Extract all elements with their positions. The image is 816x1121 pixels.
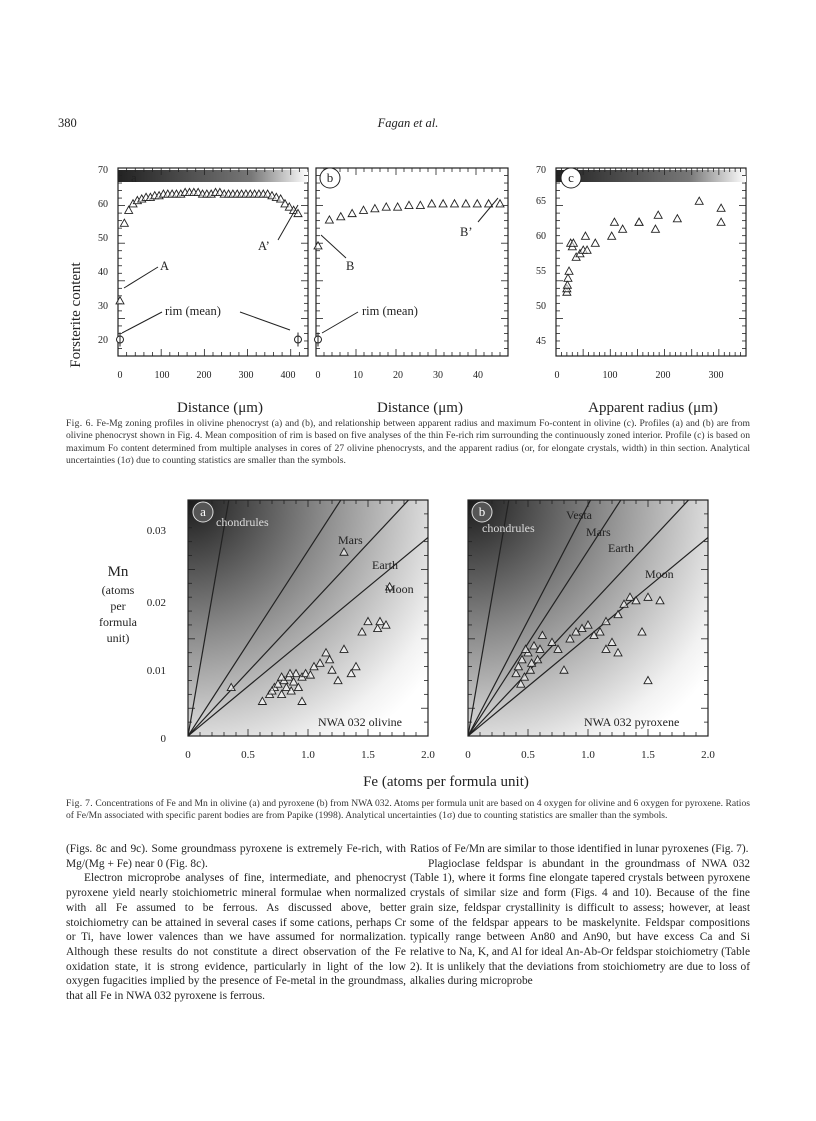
svg-text:0.5: 0.5 bbox=[521, 749, 535, 761]
fig6a-label-A: A bbox=[160, 259, 170, 273]
fig6c-point bbox=[717, 218, 725, 225]
svg-text:2.0: 2.0 bbox=[421, 749, 435, 761]
svg-text:55: 55 bbox=[536, 266, 546, 277]
fig6c-point bbox=[564, 274, 572, 281]
fig6b-label-B: B bbox=[346, 259, 355, 273]
fig7b-chondrules: chondrules bbox=[482, 521, 535, 535]
svg-text:300: 300 bbox=[708, 370, 724, 381]
fig7a-background bbox=[188, 500, 428, 736]
fig6b-point bbox=[360, 206, 368, 213]
fig6b-rim: rim (mean) bbox=[362, 304, 418, 318]
fig6b-points bbox=[314, 200, 504, 347]
fig6b-point bbox=[394, 203, 402, 210]
left-paragraph-2: Electron microprobe analyses of fine, intermediate, and phenocryst pyroxene yield nearly stoichiometric mineral formulae when normalized with all Fe assumed to be ferrous. As discussed above, better stoichiometry can be attained in several cases if some cations, perhaps Cr or Ti, have lower valences than we have assumed for normalization. Although these results do not constitute a direct observation of the Fe oxidation state, it is strong evidence, particularly in light of the low oxygen fugacities implied by the presence of Fe-metal in the groundmass, that all Fe in NWA 032 pyroxene is ferrous. bbox=[66, 872, 406, 1003]
fig6b-point bbox=[325, 216, 333, 223]
fig6c-point bbox=[654, 211, 662, 218]
svg-text:0: 0 bbox=[465, 749, 471, 761]
svg-text:10: 10 bbox=[353, 370, 363, 381]
left-paragraph-1: (Figs. 8c and 9c). Some groundmass pyroxene is extremely Fe-rich, with Mg/(Mg + Fe) near 0 (Fig. 8c). bbox=[66, 843, 406, 870]
fig6c-point bbox=[619, 225, 627, 232]
fig6b-point bbox=[416, 201, 424, 208]
fig6c-point bbox=[695, 197, 703, 204]
body-left-column bbox=[66, 842, 406, 1004]
fig7-xlabel: Fe (atoms per formula unit) bbox=[363, 774, 529, 790]
fig6c-frame bbox=[556, 168, 746, 356]
fig6a-xlabel: Distance (μm) bbox=[177, 400, 263, 416]
fig6c-point bbox=[610, 218, 618, 225]
svg-text:100: 100 bbox=[602, 370, 618, 381]
fig6b-point bbox=[473, 200, 481, 207]
fig6c-xlabel: Apparent radius (μm) bbox=[588, 400, 718, 416]
fig6b-point bbox=[382, 203, 390, 210]
fig6c-letter: c bbox=[568, 170, 574, 185]
fig6a-points bbox=[116, 188, 302, 346]
svg-text:60: 60 bbox=[536, 231, 546, 242]
fig6c-point bbox=[717, 204, 725, 211]
right-paragraph-1: Ratios of Fe/Mn are similar to those identified in lunar pyroxenes (Fig. 7). bbox=[410, 843, 749, 855]
svg-text:per: per bbox=[110, 599, 126, 613]
fig6b-label-B2: B’ bbox=[460, 225, 473, 239]
fig6b-point bbox=[337, 213, 345, 220]
fig6b-point bbox=[405, 201, 413, 208]
fig6c-point bbox=[635, 218, 643, 225]
svg-text:50: 50 bbox=[536, 301, 546, 312]
fig6a-rim: rim (mean) bbox=[165, 304, 221, 318]
fig6-caption: Fig. 6. Fe-Mg zoning profiles in olivine phenocryst (a) and (b), and relationship between apparent radius and maximum Fo-content in olivine (c). Profiles (a) and (b) are from olivine phenocryst shown in Fig. 4. Mean composition of rim is based on five analyses of the thin Fe-rich rim surrounding the continuously zoned interior. Profile (c) is based on maximum Fo content determined from multiple analyses in cores of 27 olivine phenocrysts, and the apparent radius (or, for elongate crystals, width) in thin section. Analytical uncertainties (1σ) due to counting statistics are smaller than the symbols. bbox=[66, 418, 751, 467]
svg-text:40: 40 bbox=[98, 267, 108, 278]
fig6b-point bbox=[428, 200, 436, 207]
svg-text:200: 200 bbox=[196, 370, 212, 381]
svg-text:0: 0 bbox=[185, 749, 191, 761]
svg-text:20: 20 bbox=[393, 370, 403, 381]
svg-text:0.5: 0.5 bbox=[241, 749, 255, 761]
fig7b-letter: b bbox=[478, 504, 486, 519]
fig6b-point bbox=[371, 205, 379, 212]
fig6c-point bbox=[673, 215, 681, 222]
fig6-ylabel: Forsterite content bbox=[68, 262, 84, 368]
fig7a-earth: Earth bbox=[372, 558, 398, 572]
svg-text:70: 70 bbox=[536, 165, 546, 176]
fig7a-moon: Moon bbox=[385, 582, 414, 596]
fig6b-frame bbox=[316, 168, 508, 356]
fig6a-point bbox=[120, 219, 128, 226]
svg-text:1.0: 1.0 bbox=[301, 749, 315, 761]
body-right-column bbox=[410, 842, 750, 989]
svg-text:50: 50 bbox=[98, 233, 108, 244]
fig6b-letter: b bbox=[326, 170, 334, 185]
fig7b-mars: Mars bbox=[586, 525, 611, 539]
svg-text:30: 30 bbox=[98, 301, 108, 312]
figure-7 bbox=[0, 490, 816, 800]
page-number: 380 bbox=[58, 116, 77, 130]
fig7b-name: NWA 032 pyroxene bbox=[584, 715, 680, 729]
svg-text:40: 40 bbox=[473, 370, 483, 381]
svg-text:0: 0 bbox=[160, 733, 166, 745]
svg-text:0: 0 bbox=[554, 370, 560, 381]
fig7a-name: NWA 032 olivine bbox=[318, 715, 402, 729]
fig6c-point bbox=[591, 239, 599, 246]
svg-text:1.0: 1.0 bbox=[581, 749, 595, 761]
svg-text:300: 300 bbox=[238, 370, 254, 381]
svg-text:formula: formula bbox=[99, 615, 137, 629]
fig7a-chondrules: chondrules bbox=[216, 515, 269, 529]
fig7-caption: Fig. 7. Concentrations of Fe and Mn in olivine (a) and pyroxene (b) from NWA 032. Atoms per formula unit are based on 4 oxygen for olivine and 6 oxygen for pyroxene. Ratios of Fe/Mn associated with specific parent bodies are from Papike (1998). Analytical uncertainties (1σ) due to counting statistics are smaller than the symbols. bbox=[66, 798, 751, 822]
fig6b-xlabel: Distance (μm) bbox=[377, 400, 463, 416]
svg-text:65: 65 bbox=[536, 196, 546, 207]
svg-text:2.0: 2.0 bbox=[701, 749, 715, 761]
fig7b-earth: Earth bbox=[608, 541, 634, 555]
fig6c-point bbox=[581, 232, 589, 239]
svg-text:45: 45 bbox=[536, 336, 546, 347]
fig6b-point bbox=[439, 200, 447, 207]
svg-text:0: 0 bbox=[117, 370, 123, 381]
fig6a-label-A2: A’ bbox=[258, 239, 270, 253]
fig7a-letter: a bbox=[200, 504, 206, 519]
fig6c-point bbox=[651, 225, 659, 232]
svg-text:70: 70 bbox=[98, 165, 108, 176]
svg-text:400: 400 bbox=[280, 370, 296, 381]
svg-text:1.5: 1.5 bbox=[641, 749, 655, 761]
right-paragraph-2: Plagioclase feldspar is abundant in the groundmass of NWA 032 (Table 1), where it forms fine elongate tapered crystals between pyroxene crystals of similar size and form (Figs. 4 and 10). Because of the fine grain size, feldspar crystallinity is difficult to assess; however, at least some of the feldspar appears to be maskelynite. Feldspar compositions typically range between An80 and An90, but have excess Ca and Si relative to Na, K, and Al for ideal An-Ab-Or feldspar stoichiometry (Table 2). It is unlikely that the deviations from stoichiometry are due to loss of alkalies during microprobe bbox=[410, 857, 750, 988]
fig6c-points bbox=[563, 197, 725, 295]
fig6b-point bbox=[451, 200, 459, 207]
fig6c-point bbox=[563, 281, 571, 288]
running-head: Fagan et al. bbox=[377, 116, 439, 130]
fig7a-mars: Mars bbox=[338, 533, 363, 547]
fig6b-point bbox=[496, 200, 504, 207]
fig7b-vesta: Vesta bbox=[566, 508, 592, 522]
fig7b-moon: Moon bbox=[645, 567, 674, 581]
fig6b-point bbox=[348, 209, 356, 216]
fig6b-point bbox=[462, 200, 470, 207]
svg-text:60: 60 bbox=[98, 199, 108, 210]
fig6a-point bbox=[116, 297, 124, 304]
figure-6 bbox=[0, 140, 816, 420]
svg-text:1.5: 1.5 bbox=[361, 749, 375, 761]
svg-text:unit): unit) bbox=[106, 631, 130, 645]
svg-text:0.03: 0.03 bbox=[146, 525, 166, 537]
svg-text:200: 200 bbox=[655, 370, 671, 381]
fig7-ylabel: Mn bbox=[107, 564, 129, 580]
svg-text:0: 0 bbox=[315, 370, 321, 381]
fig6c-point bbox=[565, 267, 573, 274]
svg-text:(atoms: (atoms bbox=[101, 583, 135, 597]
svg-text:30: 30 bbox=[433, 370, 443, 381]
svg-text:0.02: 0.02 bbox=[146, 597, 166, 609]
fig6a-letter: a bbox=[131, 170, 137, 185]
svg-text:20: 20 bbox=[98, 335, 108, 346]
fig6c-point bbox=[608, 232, 616, 239]
svg-text:0.01: 0.01 bbox=[146, 665, 166, 677]
svg-text:100: 100 bbox=[154, 370, 170, 381]
